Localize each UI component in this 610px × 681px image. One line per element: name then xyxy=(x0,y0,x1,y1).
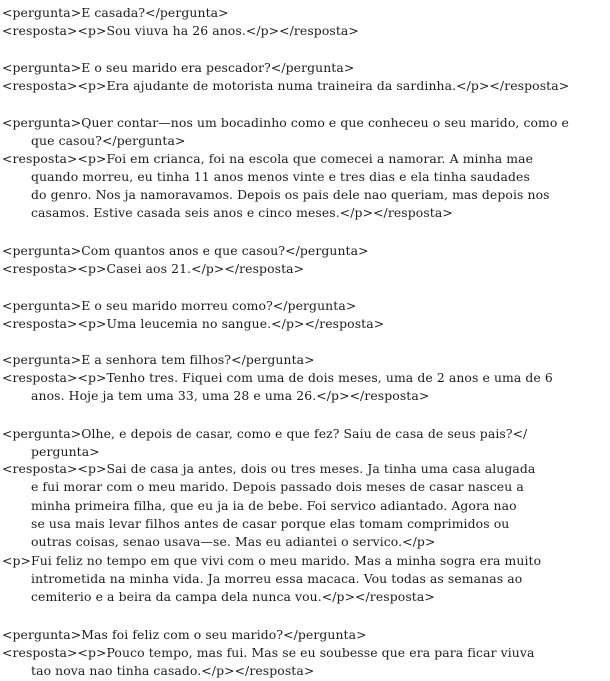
answer-line-continuation: anos. Hoje ja tem uma 33, uma 28 e uma 26.</p></resposta> xyxy=(31,388,430,403)
answer-line-continuation: casamos. Estive casada seis anos e cinco meses.</p></resposta> xyxy=(31,205,453,220)
answer-line: <resposta><p>Sou viuva ha 26 anos.</p></resposta> xyxy=(2,23,359,38)
answer-line-continuation: se usa mais levar filhos antes de casar porque elas tomam comprimidos ou xyxy=(31,516,510,531)
answer-line: <resposta><p>Sai de casa ja antes, dois ou tres meses. Ja tinha uma casa alugada xyxy=(2,461,536,476)
answer-line-continuation: intrometida na minha vida. Ja morreu essa macaca. Vou todas as semanas ao xyxy=(31,571,523,586)
answer-line-continuation: cemiterio e a beira da campa dela nunca vou.</p></resposta> xyxy=(31,589,435,604)
answer-line-continuation: minha primeira filha, que eu ja ia de bebe. Foi servico adiantado. Agora nao xyxy=(31,498,517,513)
question-line: <pergunta>E o seu marido morreu como?</pergunta> xyxy=(2,298,357,313)
answer-line: <resposta><p>Uma leucemia no sangue.</p></resposta> xyxy=(2,316,385,331)
answer-line-continuation: do genro. Nos ja namoravamos. Depois os pais dele nao queriam, mas depois nos xyxy=(31,187,550,202)
answer-line: <resposta><p>Tenho tres. Fiquei com uma de dois meses, uma de 2 anos e uma de 6 xyxy=(2,370,553,385)
question-line: <pergunta>Mas foi feliz com o seu marido?</pergunta> xyxy=(2,627,367,642)
question-line-continuation: que casou?</pergunta> xyxy=(31,133,186,148)
answer-line: <resposta><p>Casei aos 21.</p></resposta> xyxy=(2,261,305,276)
answer-line-continuation: outras coisas, senao usava—se. Mas eu adiantei o servico.</p> xyxy=(31,534,436,549)
answer-line: <resposta><p>Foi em crianca, foi na escola que comecei a namorar. A minha mae xyxy=(2,151,534,166)
answer-paragraph-line: <p>Fui feliz no tempo em que vivi com o meu marido. Mas a minha sogra era muito xyxy=(2,553,542,568)
question-line: <pergunta>E o seu marido era pescador?</pergunta> xyxy=(2,60,355,75)
question-line: <pergunta>E casada?</pergunta> xyxy=(2,5,229,20)
answer-line: <resposta><p>Pouco tempo, mas fui. Mas se eu soubesse que era para ficar viuva xyxy=(2,645,535,660)
answer-line-continuation: quando morreu, eu tinha 11 anos menos vinte e tres dias e ela tinha saudades xyxy=(31,169,530,184)
question-line: <pergunta>Com quantos anos e que casou?</pergunta> xyxy=(2,243,369,258)
question-line: <pergunta>E a senhora tem filhos?</pergunta> xyxy=(2,352,315,367)
answer-line-continuation: tao nova nao tinha casado.</p></resposta> xyxy=(31,663,315,678)
answer-line-continuation: e fui morar com o meu marido. Depois passado dois meses de casar nasceu a xyxy=(31,479,524,494)
answer-line: <resposta><p>Era ajudante de motorista numa traineira da sardinha.</p></resposta> xyxy=(2,78,570,93)
question-line-continuation: pergunta> xyxy=(31,444,100,459)
question-line: <pergunta>Olhe, e depois de casar, como e que fez? Saiu de casa de seus pais?</ xyxy=(2,426,528,441)
question-line: <pergunta>Quer contar—nos um bocadinho como e que conheceu o seu marido, como e xyxy=(2,115,569,130)
